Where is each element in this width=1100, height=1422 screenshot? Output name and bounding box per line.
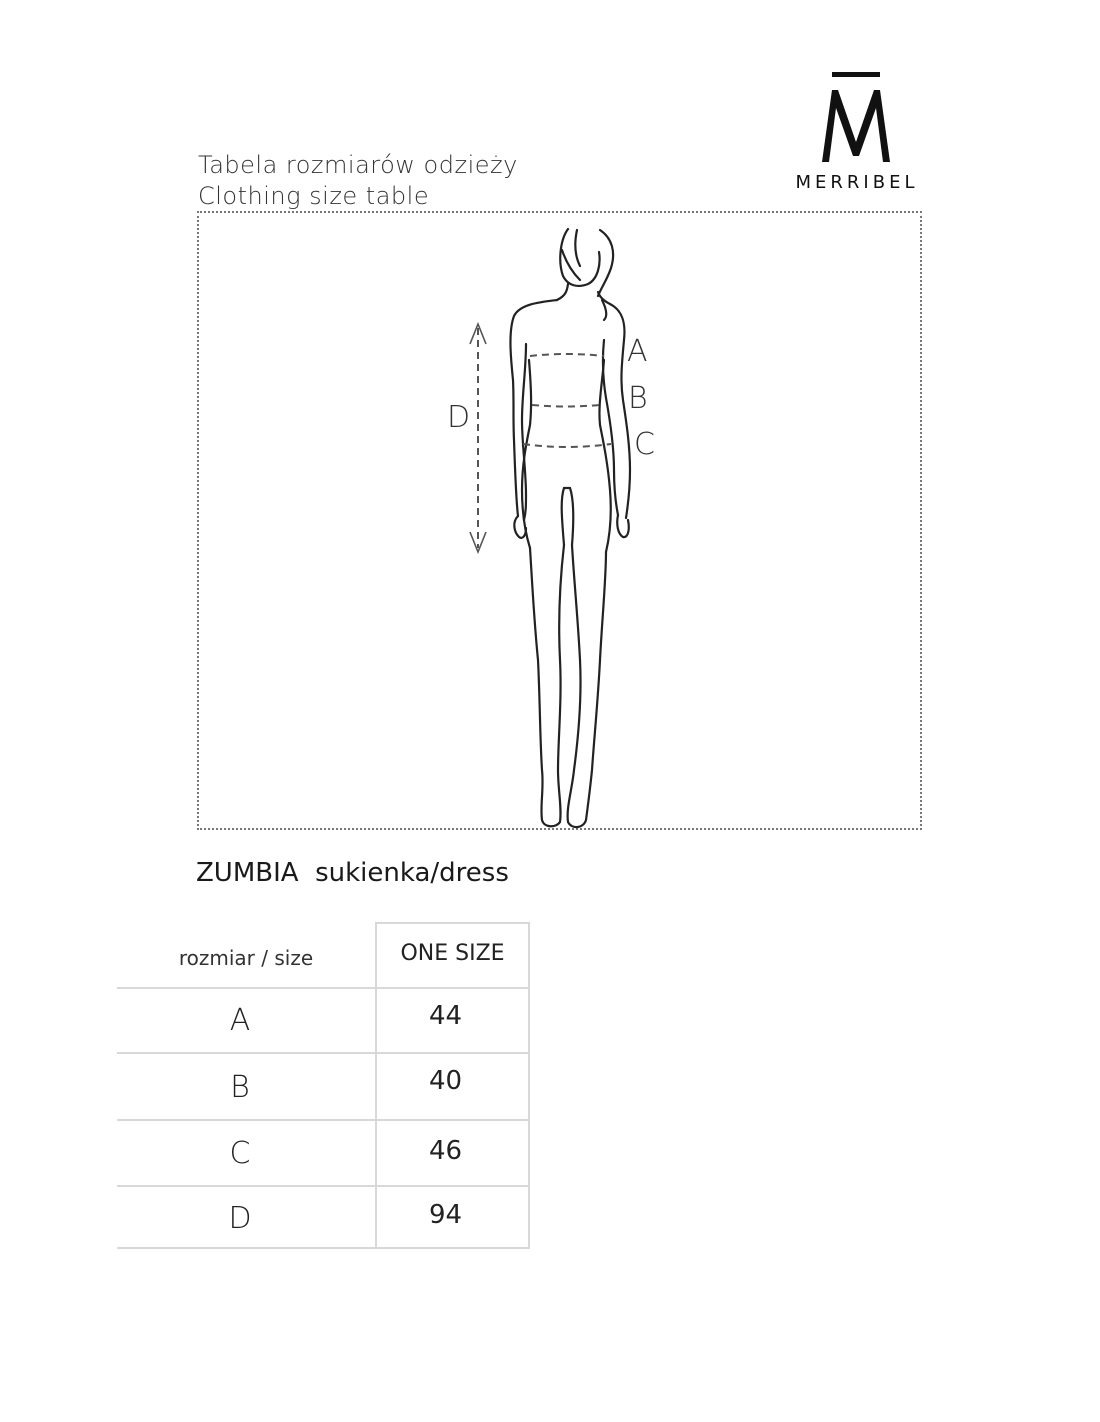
product-name: ZUMBIA sukienka/dress [196,858,509,888]
row-label-d: D [228,1200,252,1236]
heading-polish: Tabela rozmiarów odzieży [198,151,518,179]
figure-label-a: A [627,334,648,369]
row-value-d: 94 [428,1200,463,1230]
row-label-c: C [229,1135,251,1171]
logo-wordmark: MERRIBEL [795,172,919,193]
figure-label-c: C [634,427,655,462]
figure-label-b: B [628,381,648,416]
size-header-label: rozmiar / size [178,946,314,970]
size-table [117,922,530,1249]
row-label-a: A [229,1002,251,1038]
row-value-b: 40 [428,1066,463,1096]
size-column-header: ONE SIZE [400,940,505,966]
row-label-b: B [230,1069,250,1105]
figure-label-d: D [447,400,471,435]
heading-english: Clothing size table [198,182,430,210]
row-value-c: 46 [428,1136,463,1166]
row-value-a: 44 [428,1001,463,1031]
